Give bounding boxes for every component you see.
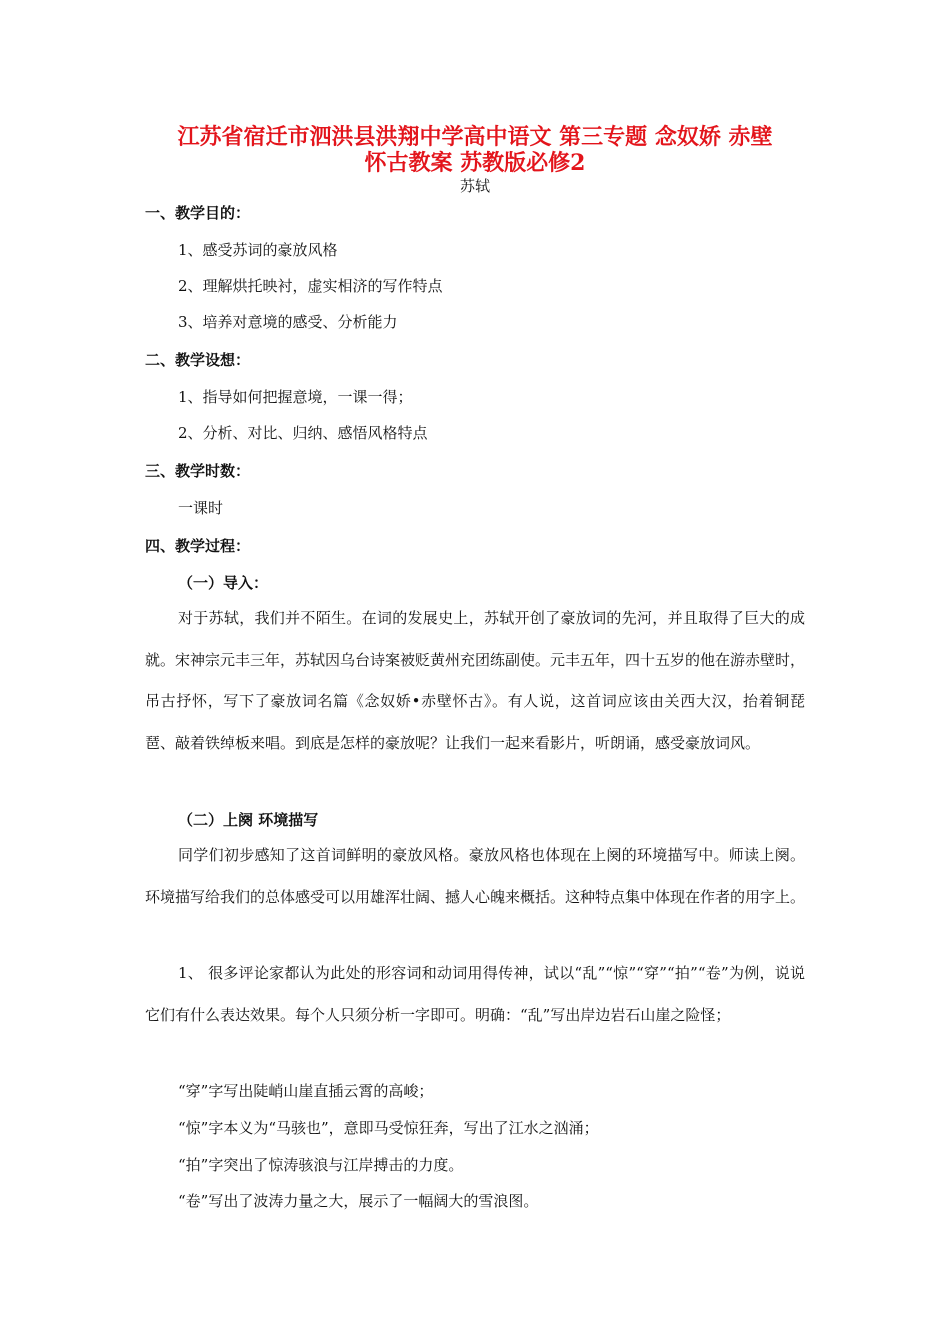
answer-item: “穿”字写出陡峭山崖直插云霄的高峻；	[178, 1082, 434, 1100]
document-title-line-2: 怀古教案 苏教版必修2	[364, 150, 586, 176]
document-title-line-1: 江苏省宿迁市泗洪县洪翔中学高中语文 第三专题 念奴娇 赤壁	[177, 124, 773, 150]
subsection-heading-intro: （一）导入：	[178, 574, 269, 592]
design-item: 1、指导如何把握意境，一课一得；	[178, 388, 413, 406]
design-item: 2、分析、对比、归纳、感悟风格特点	[178, 424, 428, 442]
upper-stanza-paragraph: 同学们初步感知了这首词鲜明的豪放风格。豪放风格也体现在上阕的环境描写中。师读上阕。环境描写给我们的总体感受可以用雄浑壮阔、撼人心魄来概括。这种特点集中体现在作者的用字上。	[145, 846, 806, 906]
subsection-heading-upper-stanza: （二）上阕 环境描写	[178, 811, 319, 829]
section-heading-design: 二、教学设想：	[145, 351, 251, 369]
question-paragraph: 1、 很多评论家都认为此处的形容词和动词用得传神，试以“乱”“惊”“穿”“拍”“卷”为例，说说它们有什么表达效果。每个人只须分析一字即可。明确：“乱”写出岸边岩石山崖之险怪；	[145, 964, 805, 1024]
section-heading-process: 四、教学过程：	[145, 537, 251, 555]
intro-paragraph: 对于苏轼，我们并不陌生。在词的发展史上，苏轼开创了豪放词的先河，并且取得了巨大的成就。宋神宗元丰三年，苏轼因乌台诗案被贬黄州充团练副使。元丰五年，四十五岁的他在游赤壁时，吊古抒怀，写下了豪放词名篇《念奴娇•赤壁怀古》。有人说，这首词应该由关西大汉，抬着铜琵琶、敲着铁绰板来唱。到底是怎样的豪放呢？让我们一起来看影片，听朗诵，感受豪放词风。	[145, 609, 806, 752]
author: 苏轼	[459, 177, 490, 195]
objective-item: 3、培养对意境的感受、分析能力	[178, 313, 398, 331]
answer-item: “卷”写出了波涛力量之大，展示了一幅阔大的雪浪图。	[178, 1192, 539, 1210]
objective-item: 1、感受苏词的豪放风格	[178, 241, 338, 259]
section-heading-objectives: 一、教学目的：	[145, 204, 251, 222]
section-heading-hours: 三、教学时数：	[145, 462, 251, 480]
answer-item: “惊”字本义为“马骇也”，意即马受惊狂奔，写出了江水之汹涌；	[178, 1119, 599, 1137]
objective-item: 2、理解烘托映衬，虚实相济的写作特点	[178, 277, 443, 295]
answer-item: “拍”字突出了惊涛骇浪与江岸搏击的力度。	[178, 1156, 464, 1174]
hours-item: 一课时	[178, 499, 224, 517]
